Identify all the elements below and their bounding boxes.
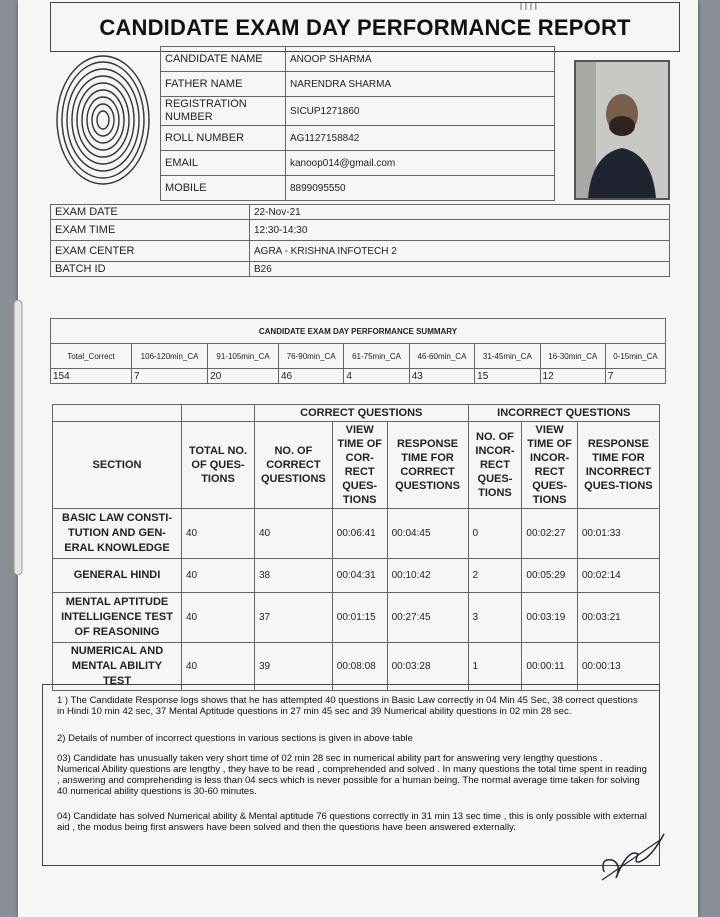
table-row — [53, 509, 660, 559]
summary-header: 31-45min_CA — [475, 344, 540, 369]
summary-value: 43 — [409, 369, 474, 384]
candidate-info-table — [160, 46, 555, 201]
summary-header: Total_Correct — [51, 344, 132, 369]
report-page — [18, 0, 698, 917]
incorrect-group-header: INCORRECT QUESTIONS — [468, 405, 659, 422]
summary-value: 20 — [208, 369, 279, 384]
section-name: NUMERICAL AND MENTAL ABILITY TEST — [53, 643, 182, 691]
batch-value: B26 — [250, 262, 670, 277]
candidate-photo — [574, 60, 670, 200]
col-header-response-correct: RESPONSE TIME FOR CORRECT QUESTIONS — [387, 422, 468, 509]
summary-header: 106-120min_CA — [132, 344, 208, 369]
summary-value: 154 — [51, 369, 132, 384]
exam-time-label: EXAM TIME — [51, 220, 250, 241]
cell: 00:06:41 — [332, 509, 387, 559]
name-label: CANDIDATE NAME — [161, 47, 286, 72]
section-name: MENTAL APTITUDE INTELLIGENCE TEST OF REASONING — [53, 593, 182, 643]
correct-group-header: CORRECT QUESTIONS — [255, 405, 469, 422]
registration-label-line1: REGISTRATION — [165, 98, 247, 110]
report-title: CANDIDATE EXAM DAY PERFORMANCE REPORT — [99, 15, 631, 40]
batch-label: BATCH ID — [51, 262, 250, 277]
col-header-view-incorrect: VIEW TIME OF INCOR-RECT QUES-TIONS — [522, 422, 577, 509]
roll-label: ROLL NUMBER — [161, 126, 286, 151]
cell: 40 — [182, 509, 255, 559]
col-header-correct: NO. OF CORRECT QUESTIONS — [255, 422, 333, 509]
summary-title: CANDIDATE EXAM DAY PERFORMANCE SUMMARY — [51, 319, 666, 344]
note-4: 04) Candidate has solved Numerical ability & Mental aptitude 76 questions correctly in 31 min 13 sec time , this is only possible with external aid , the modus being first answers have been solved and then the questions have been answered externally. — [57, 811, 647, 833]
note-3: 03) Candidate has unusually taken very short time of 02 min 28 sec in numerical ability part for answering very lengthy questions . Numerical Ability questions are lengthy , they have to be read , comprehended and solved . In many questions the total time spent in reading , answering and comprehending is less than 04 secs which is never possible for a human being. The normal average time taken for solving 40 numerical ability questions is 30-60 minutes. — [57, 753, 647, 797]
cell: 00:04:31 — [332, 559, 387, 593]
cell: 00:05:29 — [522, 559, 577, 593]
notes-box — [42, 684, 660, 866]
summary-value: 7 — [605, 369, 665, 384]
col-header-incorrect: NO. OF INCOR-RECT QUES-TIONS — [468, 422, 522, 509]
cell: 00:01:15 — [332, 593, 387, 643]
section-name: GENERAL HINDI — [53, 559, 182, 593]
signature — [598, 828, 668, 884]
email-value: kanoop014@gmail.com — [286, 151, 555, 176]
summary-header: 0-15min_CA — [605, 344, 665, 369]
col-header-section: SECTION — [53, 422, 182, 509]
roll-value: AG1127158842 — [286, 126, 555, 151]
exam-date-label: EXAM DATE — [51, 205, 250, 220]
father-value: NARENDRA SHARMA — [286, 72, 555, 97]
cell: 00:00:13 — [577, 643, 659, 691]
cell: 0 — [468, 509, 522, 559]
cell: 1 — [468, 643, 522, 691]
col-header-response-incorrect: RESPONSE TIME FOR INCORRECT QUES-TIONS — [577, 422, 659, 509]
summary-value: 12 — [540, 369, 605, 384]
section-name: BASIC LAW CONSTI-TUTION AND GEN-ERAL KNOWLEDGE — [53, 509, 182, 559]
cell: 40 — [182, 559, 255, 593]
cell: 00:10:42 — [387, 559, 468, 593]
summary-header: 46-60min_CA — [409, 344, 474, 369]
note-1: 1 ) The Candidate Response logs shows that he has attempted 40 questions in Basic Law correctly in 04 Min 45 Sec, 38 correct questions in Hindi 10 min 42 sec, 37 Mental Aptitude questions in 27 min 45 sec and 39 Numerical ability questions in 02 min 28 sec. — [57, 695, 638, 717]
blank-corner — [182, 405, 255, 422]
name-value: ANOOP SHARMA — [286, 47, 555, 72]
email-label: EMAIL — [161, 151, 286, 176]
summary-header: 61-75min_CA — [344, 344, 409, 369]
corner-mark: ।।।। — [518, 0, 538, 14]
cell: 3 — [468, 593, 522, 643]
cell: 40 — [182, 593, 255, 643]
exam-time-value: 12:30-14:30 — [250, 220, 670, 241]
cell: 40 — [255, 509, 333, 559]
summary-header: 91-105min_CA — [208, 344, 279, 369]
summary-value: 7 — [132, 369, 208, 384]
cell: 00:02:14 — [577, 559, 659, 593]
binder-clip — [8, 300, 28, 575]
table-row — [53, 559, 660, 593]
summary-value: 4 — [344, 369, 409, 384]
cell: 00:00:11 — [522, 643, 577, 691]
summary-value-row — [51, 369, 666, 384]
summary-table — [50, 318, 666, 384]
fingerprint-image — [52, 40, 154, 190]
mobile-value: 8899095550 — [286, 176, 555, 201]
registration-label — [161, 97, 286, 126]
cell: 40 — [182, 643, 255, 691]
mobile-label: MOBILE — [161, 176, 286, 201]
cell: 00:02:27 — [522, 509, 577, 559]
cell: 00:08:08 — [332, 643, 387, 691]
cell: 2 — [468, 559, 522, 593]
summary-header: 76-90min_CA — [278, 344, 343, 369]
col-header-view-correct: VIEW TIME OF COR-RECT QUES-TIONS — [332, 422, 387, 509]
exam-center-value: AGRA - KRISHNA INFOTECH 2 — [250, 241, 670, 262]
blank-corner — [53, 405, 182, 422]
cell: 00:03:21 — [577, 593, 659, 643]
cell: 00:04:45 — [387, 509, 468, 559]
col-header-total: TOTAL NO. OF QUES-TIONS — [182, 422, 255, 509]
cell: 37 — [255, 593, 333, 643]
performance-table — [52, 404, 660, 691]
summary-header-row — [51, 344, 666, 369]
summary-header: 16-30min_CA — [540, 344, 605, 369]
summary-value: 46 — [278, 369, 343, 384]
note-2: 2) Details of number of incorrect questions in various sections is given in above table — [57, 733, 413, 744]
cell: 00:03:28 — [387, 643, 468, 691]
exam-center-label: EXAM CENTER — [51, 241, 250, 262]
table-row — [53, 593, 660, 643]
cell: 38 — [255, 559, 333, 593]
summary-value: 15 — [475, 369, 540, 384]
cell: 00:03:19 — [522, 593, 577, 643]
cell: 00:01:33 — [577, 509, 659, 559]
exam-date-value: 22-Nov-21 — [250, 205, 670, 220]
cell: 39 — [255, 643, 333, 691]
registration-value: SICUP1271860 — [286, 97, 555, 126]
registration-label-line2: NUMBER — [165, 111, 213, 123]
cell: 00:27:45 — [387, 593, 468, 643]
exam-info-table — [50, 204, 670, 277]
father-label: FATHER NAME — [161, 72, 286, 97]
